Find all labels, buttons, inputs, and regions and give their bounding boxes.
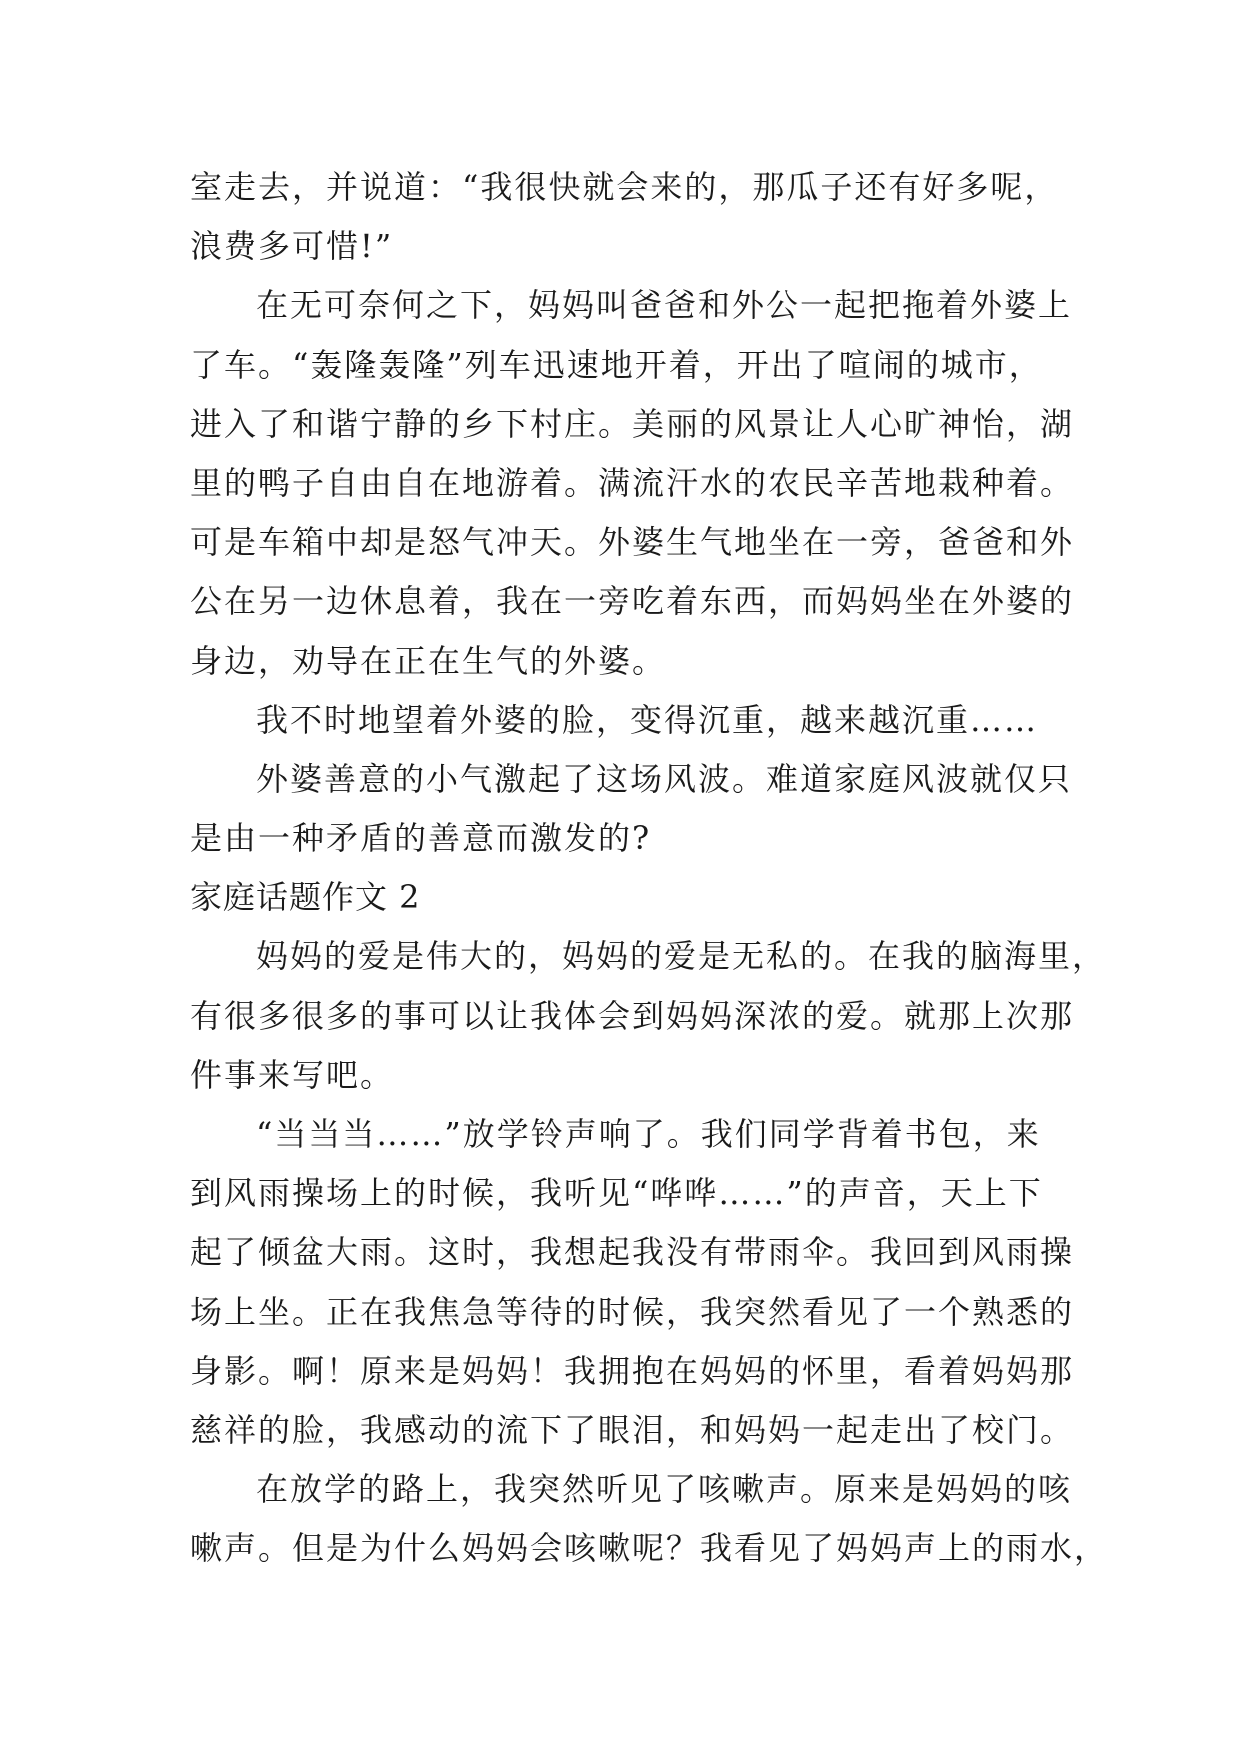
text-line: 里的鸭子自由自在地游着。满流汗水的农民辛苦地栽种着。	[190, 463, 1075, 502]
paragraph-start-line: 妈妈的爱是伟大的，妈妈的爱是无私的。在我的脑海里，	[256, 937, 1107, 976]
text-line: 是由一种矛盾的善意而激发的?	[190, 819, 652, 858]
text-line: 嗽声。但是为什么妈妈会咳嗽呢？我看见了妈妈声上的雨水，	[190, 1529, 1109, 1568]
text-line: 可是车箱中却是怒气冲天。外婆生气地坐在一旁，爸爸和外	[190, 523, 1075, 562]
paragraph-start-line: “当当当……”放学铃声响了。我们同学背着书包，来	[256, 1115, 1041, 1153]
text-line: 到风雨操场上的时候，我听见“哗哗……”的声音，天上下	[190, 1174, 1043, 1213]
text-line: 浪费多可惜!”	[190, 227, 394, 266]
text-line: 公在另一边休息着，我在一旁吃着东西，而妈妈坐在外婆的	[190, 582, 1075, 621]
text-line: 室走去，并说道：“我很快就会来的，那瓜子还有好多呢，	[190, 168, 1059, 206]
text-line: 有很多很多的事可以让我体会到妈妈深浓的爱。就那上次那	[190, 996, 1075, 1035]
text-line: 起了倾盆大雨。这时，我想起我没有带雨伞。我回到风雨操	[190, 1233, 1075, 1272]
text-line: 件事来写吧。	[190, 1055, 395, 1094]
text-line: 进入了和谐宁静的乡下村庄。美丽的风景让人心旷神怡，湖	[190, 404, 1075, 443]
paragraph-start-line: 我不时地望着外婆的脸，变得沉重，越来越沉重……	[256, 700, 1039, 739]
text-line: 身边，劝导在正在生气的外婆。	[190, 641, 667, 680]
paragraph-start-line: 在放学的路上，我突然听见了咳嗽声。原来是妈妈的咳	[256, 1470, 1073, 1509]
text-line: 了车。“轰隆轰隆”列车迅速地开着，开出了喧闹的城市，	[190, 345, 1043, 384]
essay-text-block	[190, 158, 1109, 1579]
text-line: 身影。啊！原来是妈妈！我拥抱在妈妈的怀里，看着妈妈那	[190, 1351, 1075, 1390]
text-line: 场上坐。正在我焦急等待的时候，我突然看见了一个熟悉的	[190, 1292, 1075, 1331]
text-line: 慈祥的脸，我感动的流下了眼泪，和妈妈一起走出了校门。	[190, 1410, 1075, 1449]
paragraph-start-line: 在无可奈何之下，妈妈叫爸爸和外公一起把拖着外婆上	[256, 286, 1073, 325]
paragraph-start-line: 外婆善意的小气激起了这场风波。难道家庭风波就仅只	[256, 759, 1073, 798]
section-heading: 家庭话题作文 2	[190, 878, 421, 917]
